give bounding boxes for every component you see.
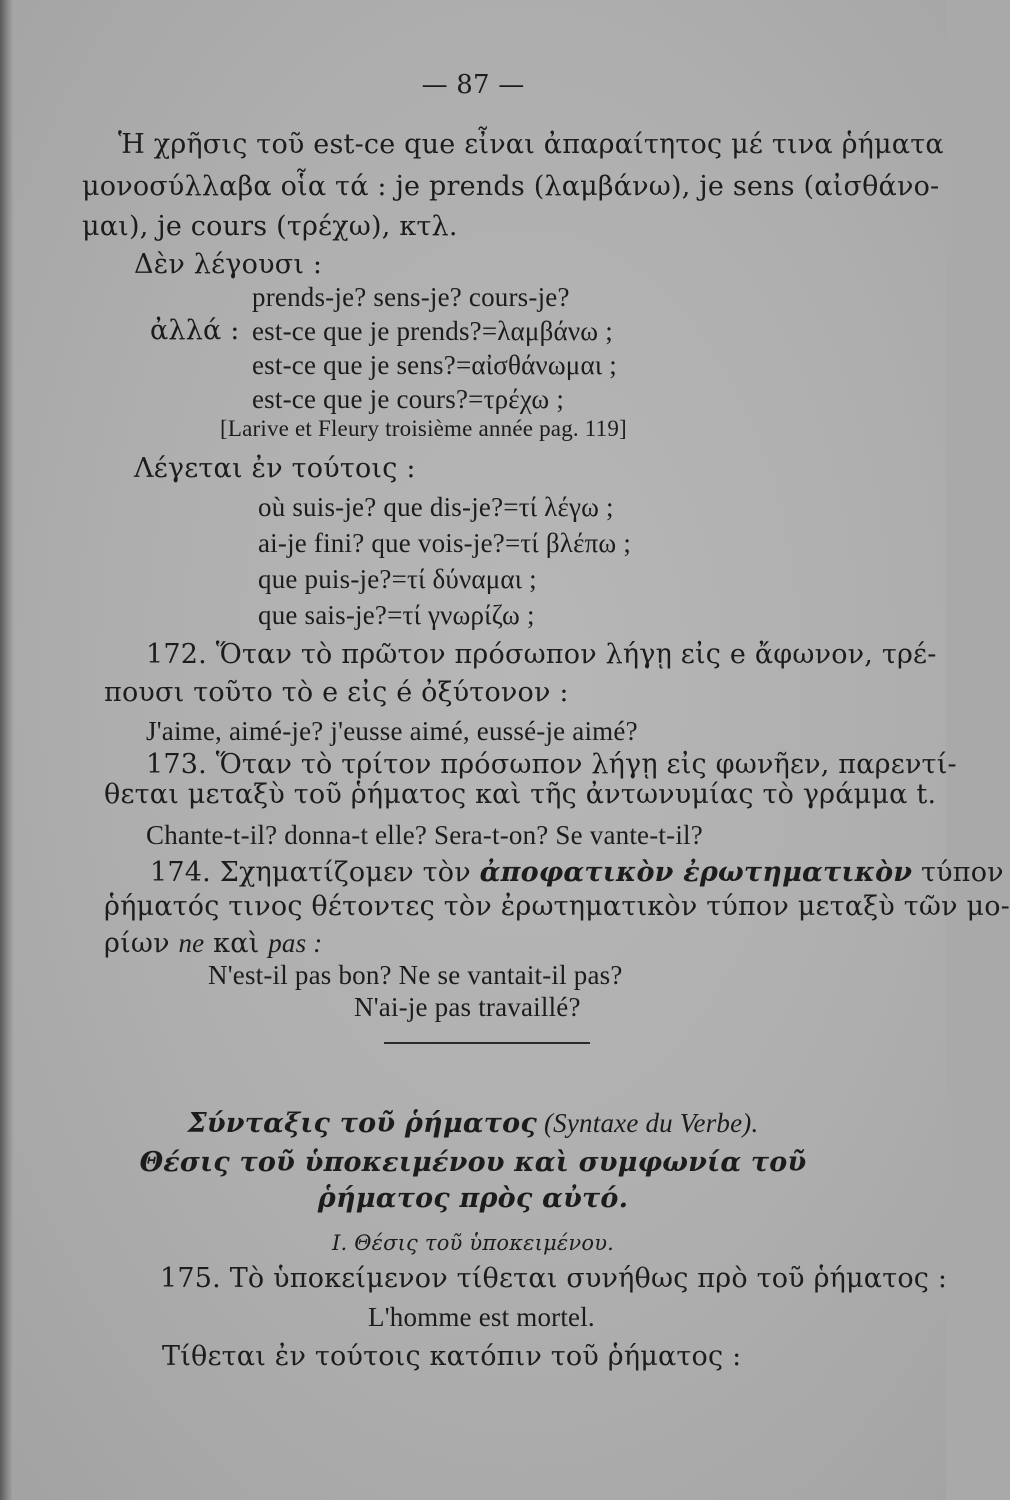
section-subtitle-1-french: (Syntaxe du Verbe).	[537, 1108, 759, 1138]
text-line-23-kai: καὶ	[204, 928, 269, 959]
section-subtitle-1-greek: Σύνταξις τοῦ ῥήματος	[187, 1108, 538, 1139]
section-heading-I: I. Θέσις τοῦ ὑποκειμένου.	[331, 1231, 615, 1255]
text-line-5: prends-je? sens-je? cours-je?	[252, 282, 570, 312]
text-line-15: 172. Ὅταν τὸ πρῶτον πρόσωπον λήγῃ εἰς e ἄφωνον, τρέ-	[146, 639, 937, 670]
text-line-21	[150, 856, 1004, 890]
section-subtitle-3: ῥήματος πρὸς αὐτό.	[317, 1183, 629, 1214]
section-subtitle-1	[0, 1106, 946, 1141]
text-line-18: 173. Ὅταν τὸ τρίτον πρόσωπον λήγῃ εἰς φωνῆεν, παρεντί-	[146, 749, 957, 780]
text-line-4: Δὲν λέγουσι :	[134, 249, 323, 280]
text-line-7: est-ce que je sens?=αἰσθάνωμαι ;	[252, 350, 617, 380]
text-line-2: μονοσύλλαβα οἷα τά : je prends (λαμβάνω), je sens (αἰσθάνο-	[82, 171, 940, 202]
text-line-8: est-ce que je cours?=τρέχω ;	[252, 384, 565, 414]
section-divider	[384, 1042, 590, 1044]
text-line-21-emphasis: ἀποφατικὸν ἐρωτηματικὸν	[479, 857, 913, 888]
text-line-23-ne: ne	[178, 928, 205, 958]
page-number: — 87 —	[421, 70, 525, 100]
text-line-19: θεται μεταξὺ τοῦ ῥήματος καὶ τῆς ἀντωνυμίας τὸ γράμμα t.	[104, 779, 937, 810]
page-binding-shadow	[0, 0, 14, 1500]
text-line-13: que puis-je?=τί δύναμαι ;	[258, 564, 537, 594]
text-line-10: Λέγεται ἐν τούτοις :	[134, 453, 416, 484]
text-line-25: N'ai-je pas travaillé?	[354, 992, 581, 1022]
text-line-21-start: 174. Σχηματίζομεν τὸν	[150, 857, 480, 888]
text-line-27: L'homme est mortel.	[368, 1302, 595, 1332]
text-line-21-end: τύπον	[912, 857, 1004, 888]
text-line-23-pas: pas :	[268, 928, 323, 958]
text-line-17: J'aime, aimé-je? j'eusse aimé, eussé-je aimé?	[146, 716, 638, 746]
text-line-28: Τίθεται ἐν τούτοις κατόπιν τοῦ ῥήματος :	[162, 1341, 742, 1372]
text-line-9-reference: [Larive et Fleury troisième année pag. 119]	[220, 416, 627, 441]
text-line-22: ῥήματός τινος θέτοντες τὸν ἐρωτηματικὸν τύπον μεταξὺ τῶν μο-	[104, 891, 1010, 922]
text-line-3: μαι), je cours (τρέχω), κτλ.	[82, 211, 458, 242]
text-line-23	[104, 926, 322, 961]
text-line-6-label: ἀλλά :	[150, 315, 240, 346]
text-line-1: Ἡ χρῆσις τοῦ est-ce que εἶναι ἀπαραίτητος μέ τινα ῥήματα	[118, 129, 944, 160]
text-line-24: N'est-il pas bon? Ne se vantait-il pas?	[208, 960, 623, 990]
text-line-14: que sais-je?=τί γνωρίζω ;	[258, 600, 535, 630]
text-line-26: 175. Τὸ ὑποκείμενον τίθεται συνήθως πρὸ τοῦ ῥήματος :	[160, 1263, 948, 1294]
text-line-20: Chante-t-il? donna-t elle? Sera-t-on? Se vante-t-il?	[146, 820, 703, 850]
text-line-23-start: ρίων	[104, 928, 179, 959]
text-line-12: ai-je fini? que vois-je?=τί βλέπω ;	[258, 528, 632, 558]
text-line-11: où suis-je? que dis-je?=τί λέγω ;	[258, 492, 614, 522]
section-subtitle-2: Θέσις τοῦ ὑποκειμένου καὶ συμφωνία τοῦ	[139, 1147, 807, 1178]
text-line-16: πουσι τοῦτο τὸ e εἰς é ὀξύτονον :	[104, 677, 569, 708]
text-line-6: est-ce que je prends?=λαμβάνω ;	[252, 316, 613, 346]
